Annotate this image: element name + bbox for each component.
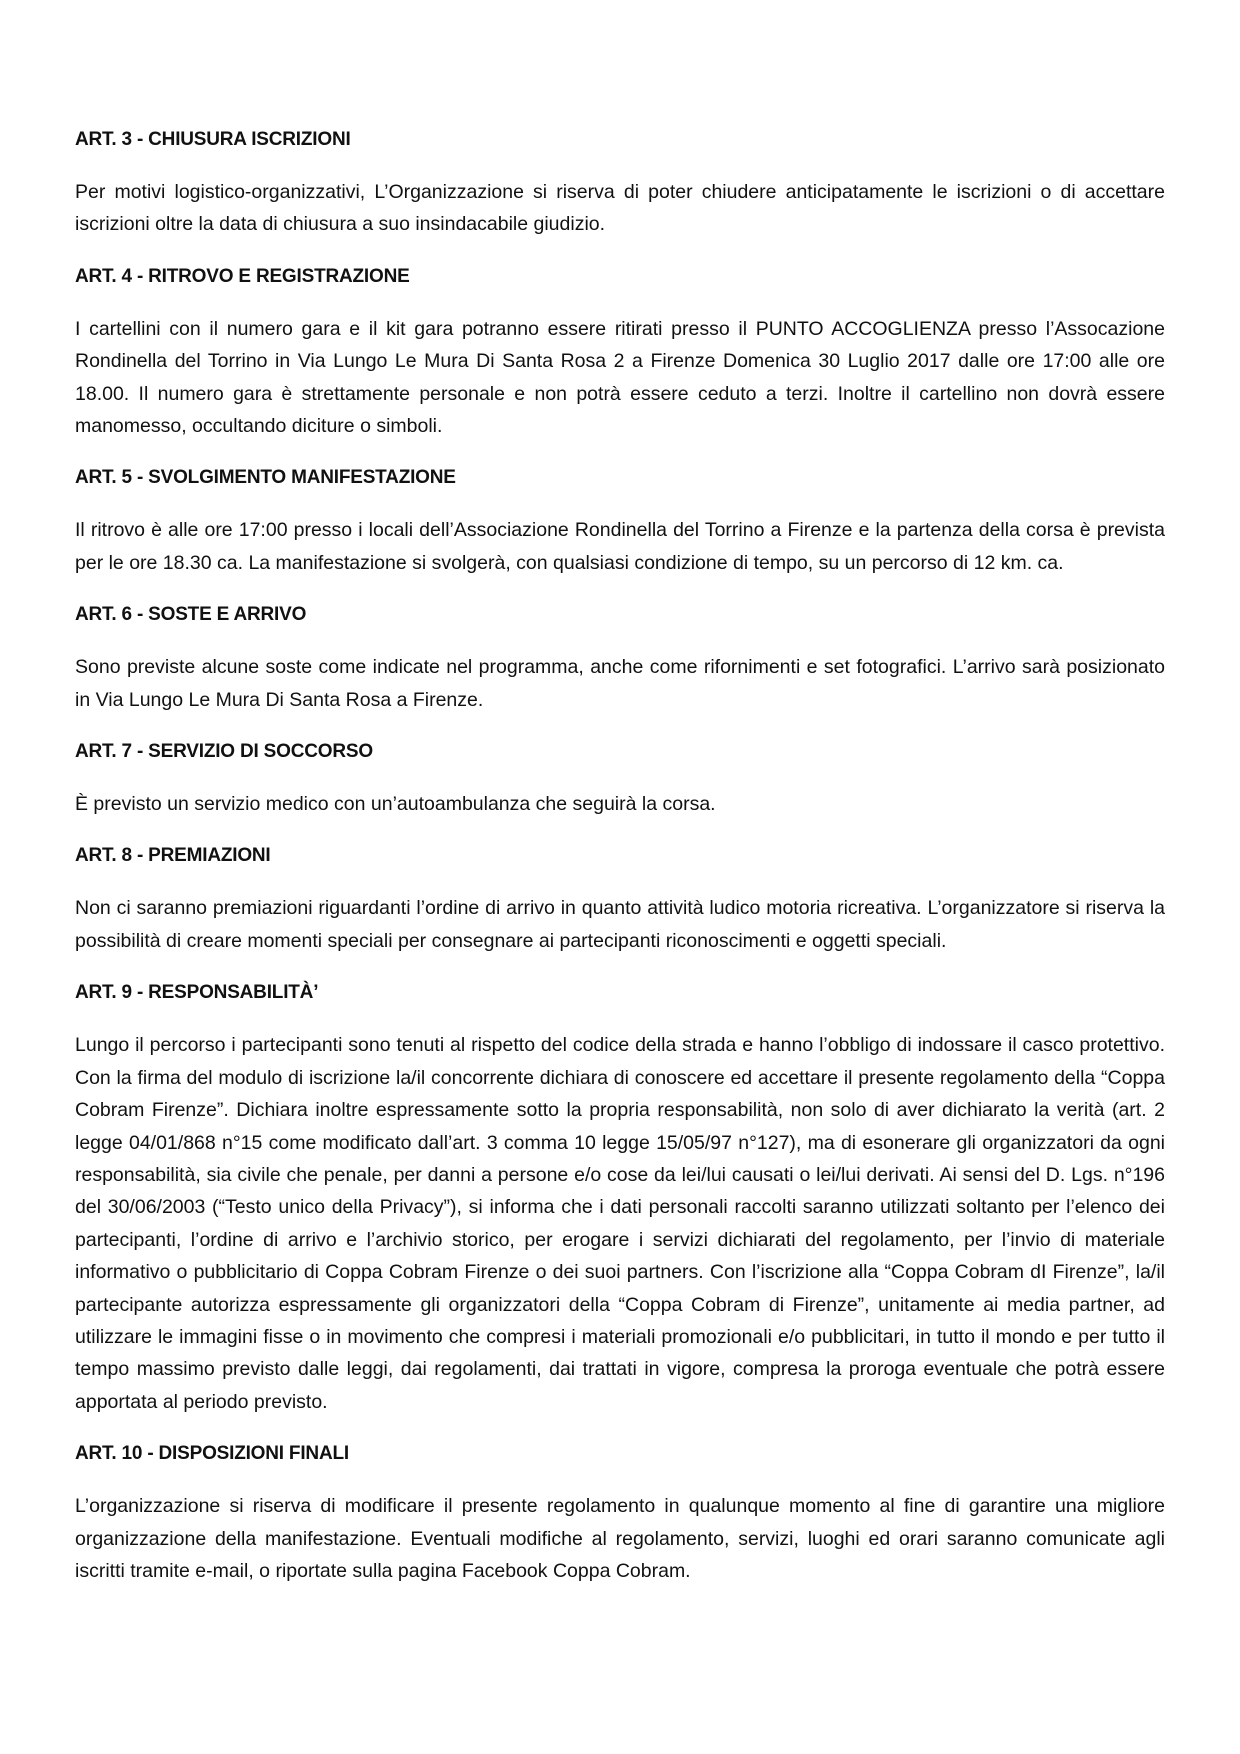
section-art-10 [75, 1438, 1165, 1587]
section-paragraph: Per motivi logistico-organizzativi, L’Organizzazione si riserva di poter chiudere anticipatamente le iscrizioni o di accettare iscrizioni oltre la data di chiusura a suo insindacabile giudizio. [75, 181, 1165, 236]
section-heading: ART. 10 - DISPOSIZIONI FINALI [75, 1443, 349, 1465]
section-paragraph: I cartellini con il numero gara e il kit gara potranno essere ritirati presso il PUNTO ACCOGLIENZA presso l’Assocazione Rondinella del Torrino in Via Lungo Le Mura Di Santa Rosa 2 a Firenze Domenica 30 Luglio 2017 dalle ore 17:00 alle ore 18.00. Il numero gara è strettamente personale e non potrà essere ceduto a terzi. Inoltre il cartellino non dovrà essere manomesso, occultando diciture o simboli. [75, 317, 1165, 438]
section-paragraph: Il ritrovo è alle ore 17:00 presso i locali dell’Associazione Rondinella del Torrino a Firenze e la partenza della corsa è prevista per le ore 18.30 ca. La manifestazione si svolgerà, con qualsiasi condizione di tempo, su un percorso di 12 km. ca. [75, 519, 1165, 574]
section-art-6 [75, 599, 1165, 716]
document-page [75, 124, 1165, 1607]
section-paragraph: L’organizzazione si riserva di modificare il presente regolamento in qualunque momento al fine di garantire una migliore organizzazione della manifestazione. Eventuali modifiche al regolamento, servizi, luoghi ed orari saranno comunicate agli iscritti tramite e-mail, o riportate sulla pagina Facebook Coppa Cobram. [75, 1495, 1165, 1582]
section-paragraph: Sono previste alcune soste come indicate nel programma, anche come rifornimenti e set fotografici. L’arrivo sarà posizionato in Via Lungo Le Mura Di Santa Rosa a Firenze. [75, 656, 1165, 711]
section-art-8 [75, 840, 1165, 957]
section-art-3 [75, 124, 1165, 241]
section-art-4 [75, 261, 1165, 443]
section-heading: ART. 8 - PREMIAZIONI [75, 845, 271, 867]
section-heading: ART. 5 - SVOLGIMENTO MANIFESTAZIONE [75, 467, 456, 489]
section-heading: ART. 9 - RESPONSABILITÀ’ [75, 982, 319, 1004]
section-art-7 [75, 736, 1165, 820]
section-paragraph: È previsto un servizio medico con un’autoambulanza che seguirà la corsa. [75, 793, 716, 816]
section-heading: ART. 6 - SOSTE E ARRIVO [75, 604, 307, 626]
section-art-5 [75, 462, 1165, 579]
section-paragraph: Non ci saranno premiazioni riguardanti l’ordine di arrivo in quanto attività ludico motoria ricreativa. L’organizzatore si riserva la possibilità di creare momenti speciali per consegnare ai partecipanti riconoscimenti e oggetti speciali. [75, 897, 1165, 952]
section-heading: ART. 4 - RITROVO E REGISTRAZIONE [75, 265, 410, 287]
section-paragraph: Lungo il percorso i partecipanti sono tenuti al rispetto del codice della strada e hanno l’obbligo di indossare il casco protettivo. Con la firma del modulo di iscrizione la/il concorrente dichiara di conoscere ed accettare il presente regolamento della “Coppa Cobram Firenze”. Dichiara inoltre espressamente sotto la propria responsabilità, non solo di aver dichiarato la verità (art. 2 legge 04/01/868 n°15 come modificato dall’art. 3 comma 10 legge 15/05/97 n°127), ma di esonerare gli organizzatori da ogni responsabilità, sia civile che penale, per danni a persone e/o cose da lei/lui causati o lei/lui derivati. Ai sensi del D. Lgs. n°196 del 30/06/2003 (“Testo unico della Privacy”), si informa che i dati personali raccolti saranno utilizzati soltanto per l’elenco dei partecipanti, l’ordine di arrivo e l’archivio storico, per erogare i servizi dichiarati del regolamento, per l’invio di materiale informativo o pubblicitario di Coppa Cobram Firenze o dei suoi partners. Con l’iscrizione alla “Coppa Cobram dI Firenze”, la/il partecipante autorizza espressamente gli organizzatori della “Coppa Cobram di Firenze”, unitamente ai media partner, ad utilizzare le immagini fisse o in movimento che compresi i materiali promozionali e/o pubblicitari, in tutto il mondo e per tutto il tempo massimo previsto dalle leggi, dai regolamenti, dai trattati in vigore, compresa la proroga eventuale che potrà essere apportata al periodo previsto. [75, 1034, 1165, 1413]
section-art-9 [75, 977, 1165, 1418]
section-heading: ART. 3 - CHIUSURA ISCRIZIONI [75, 129, 351, 150]
section-heading: ART. 7 - SERVIZIO DI SOCCORSO [75, 741, 373, 763]
